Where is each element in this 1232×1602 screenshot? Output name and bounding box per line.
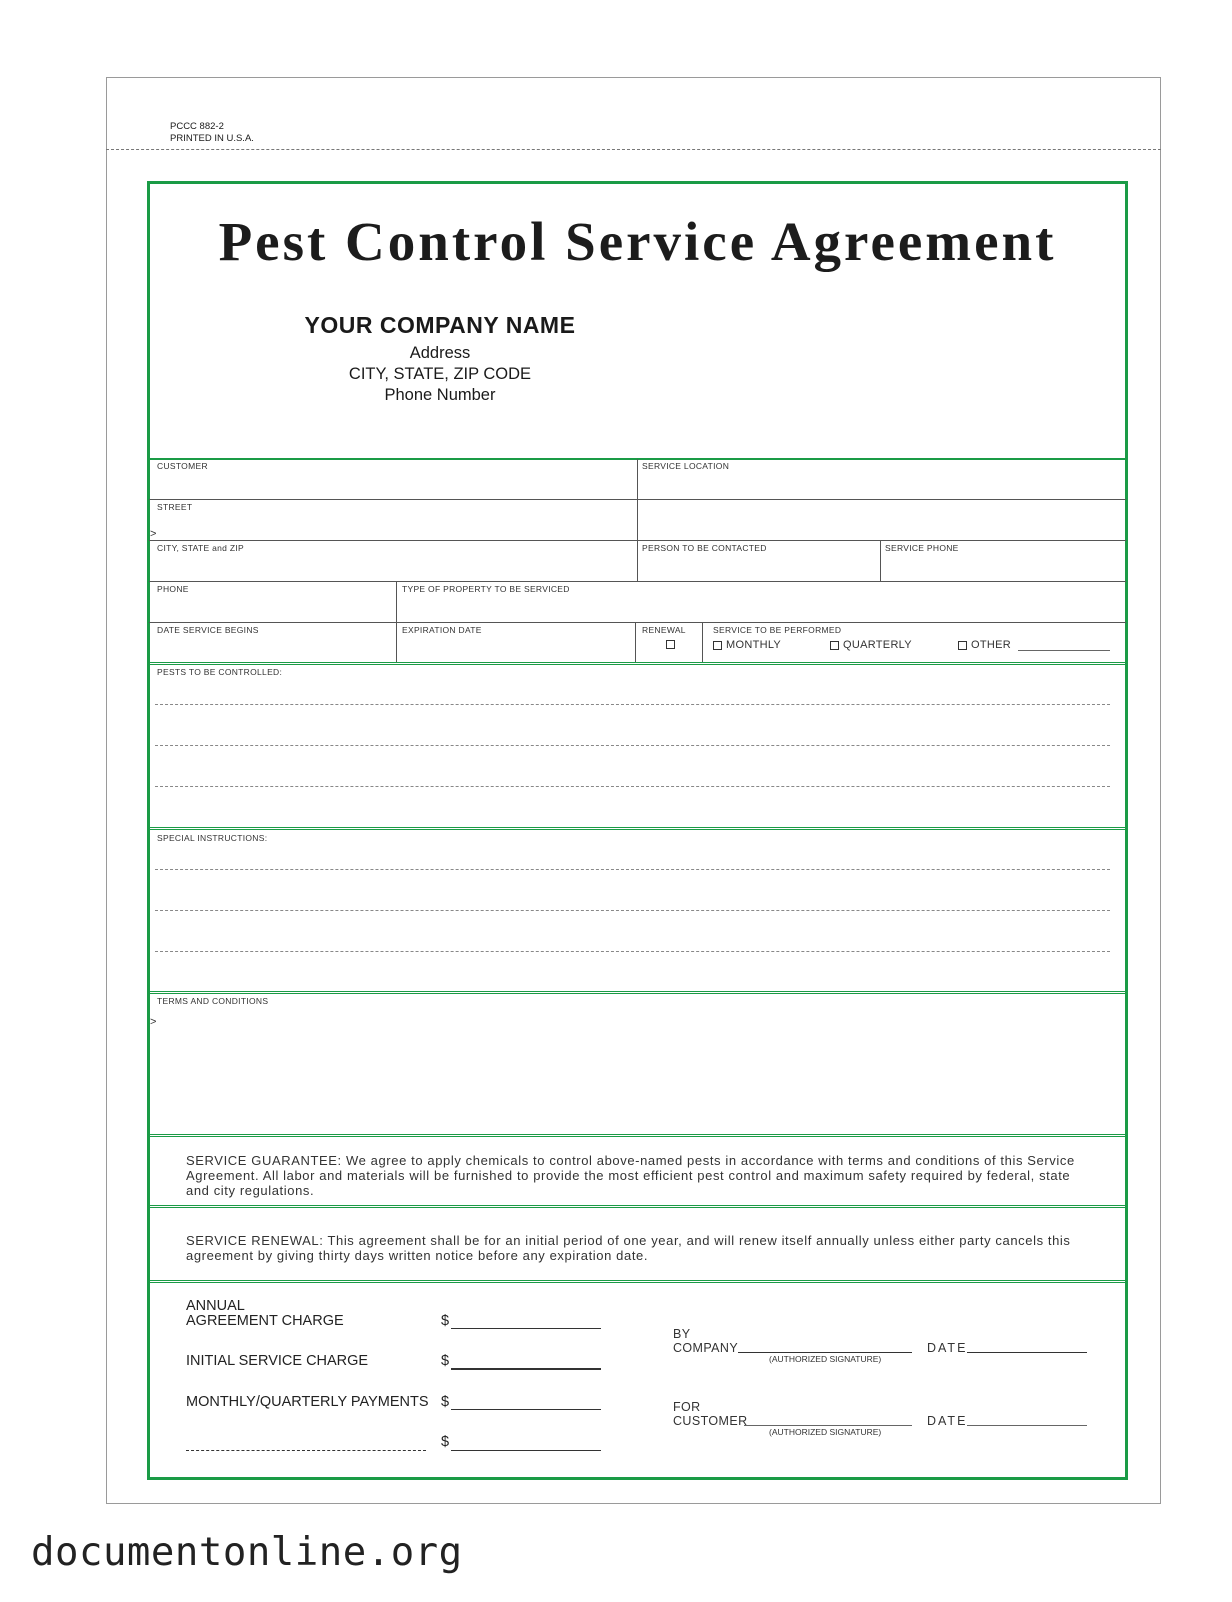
monthly-label: MONTHLY [726, 639, 782, 651]
quarterly-option[interactable] [830, 639, 912, 651]
type-of-property-field[interactable]: TYPE OF PROPERTY TO BE SERVICED [402, 584, 570, 594]
column-line [635, 622, 636, 663]
watermark-text: documentonline.org [31, 1530, 463, 1575]
terms-label: TERMS AND CONDITIONS [157, 996, 269, 1006]
terms-marker: > [150, 1016, 157, 1028]
phone-field[interactable]: PHONE [157, 584, 189, 594]
company-signature-line[interactable] [738, 1352, 912, 1353]
customer-signature-line[interactable] [744, 1425, 912, 1426]
date-service-begins-field[interactable]: DATE SERVICE BEGINS [157, 625, 259, 635]
special-line[interactable] [155, 951, 1110, 952]
special-line[interactable] [155, 910, 1110, 911]
row-line [149, 581, 1126, 582]
service-phone-field[interactable]: SERVICE PHONE [885, 543, 959, 553]
special-instructions-label: SPECIAL INSTRUCTIONS: [157, 833, 268, 843]
by-label: BY [673, 1327, 691, 1341]
section-divider [148, 1280, 1127, 1283]
customer-date-label: DATE [927, 1414, 968, 1428]
company-block [240, 312, 640, 406]
section-divider [148, 662, 1127, 665]
company-name: YOUR COMPANY NAME [304, 312, 576, 338]
quarterly-checkbox[interactable] [830, 641, 839, 650]
initial-service-charge-label: INITIAL SERVICE CHARGE [186, 1353, 369, 1369]
payments-label: MONTHLY/QUARTERLY PAYMENTS [186, 1394, 429, 1410]
monthly-option[interactable] [713, 639, 781, 651]
terms-area[interactable] [160, 1032, 1110, 1127]
pests-line[interactable] [155, 704, 1110, 705]
other-option[interactable] [958, 639, 1011, 651]
column-line [637, 459, 638, 581]
company-label: COMPANY [673, 1341, 739, 1355]
service-location-field[interactable]: SERVICE LOCATION [642, 461, 730, 471]
monthly-checkbox[interactable] [713, 641, 722, 650]
other-input-line[interactable] [1018, 650, 1110, 651]
company-date-line[interactable] [967, 1352, 1087, 1353]
for-label: FOR [673, 1400, 701, 1414]
section-divider [148, 1134, 1127, 1137]
street-field[interactable]: STREET [157, 502, 193, 512]
company-address: Address [409, 344, 471, 362]
custom-charge-label-line[interactable] [186, 1450, 426, 1451]
company-date-label: DATE [927, 1341, 968, 1355]
other-checkbox[interactable] [958, 641, 967, 650]
customer-date-line[interactable] [967, 1425, 1087, 1426]
company-city-state-zip: CITY, STATE, ZIP CODE [348, 365, 532, 383]
page-title: Pest Control Service Agreement [218, 211, 1057, 272]
annual-charge-input[interactable] [451, 1328, 601, 1329]
section-divider [148, 827, 1127, 830]
payments-input[interactable] [451, 1409, 601, 1410]
perforation-line [106, 149, 1161, 150]
section-divider [148, 991, 1127, 994]
customer-label: CUSTOMER [673, 1414, 748, 1428]
currency-sign: $ [441, 1353, 450, 1369]
authorized-signature-caption: (AUTHORIZED SIGNATURE) [769, 1427, 882, 1437]
service-to-be-performed-label: SERVICE TO BE PERFORMED [713, 625, 842, 635]
form-code: PCCC 882-2 [170, 121, 224, 132]
annual-label: ANNUAL [186, 1298, 245, 1314]
expiration-date-field[interactable]: EXPIRATION DATE [402, 625, 482, 635]
row-line [149, 622, 1126, 623]
service-guarantee-text: SERVICE GUARANTEE: We agree to apply chemicals to control above-named pests in accordance with terms and conditions of this Service Agreement. All labor and materials will be furnished to provide the most efficient pest control and maximum safety required by federal, state and city regulations. [186, 1153, 1075, 1198]
pests-line[interactable] [155, 786, 1110, 787]
currency-sign: $ [441, 1434, 450, 1450]
pests-label: PESTS TO BE CONTROLLED: [157, 667, 283, 677]
column-line [702, 622, 703, 663]
customer-field[interactable]: CUSTOMER [157, 461, 208, 471]
column-line [396, 581, 397, 663]
authorized-signature-caption: (AUTHORIZED SIGNATURE) [769, 1354, 882, 1364]
quarterly-label: QUARTERLY [843, 639, 912, 651]
currency-sign: $ [441, 1313, 450, 1329]
renewal-checkbox[interactable] [666, 640, 675, 649]
section-divider [148, 1205, 1127, 1208]
agreement-charge-label: AGREEMENT CHARGE [186, 1313, 344, 1329]
city-state-zip-field[interactable]: CITY, STATE and ZIP [157, 543, 244, 553]
company-phone: Phone Number [384, 386, 496, 404]
custom-charge-input[interactable] [451, 1450, 601, 1451]
special-line[interactable] [155, 869, 1110, 870]
printed-note: PRINTED IN U.S.A. [170, 133, 254, 144]
other-label: OTHER [971, 639, 1011, 651]
person-to-be-contacted-field[interactable]: PERSON TO BE CONTACTED [642, 543, 767, 553]
pests-line[interactable] [155, 745, 1110, 746]
service-renewal-text: SERVICE RENEWAL: This agreement shall be for an initial period of one year, and will renew itself annually unless either party cancels this agreement by giving thirty days written notice before any expiration date. [186, 1233, 1071, 1263]
currency-sign: $ [441, 1394, 450, 1410]
column-line [880, 540, 881, 581]
initial-charge-input[interactable] [451, 1368, 601, 1370]
row-marker: > [150, 528, 157, 540]
renewal-label: RENEWAL [642, 625, 686, 635]
